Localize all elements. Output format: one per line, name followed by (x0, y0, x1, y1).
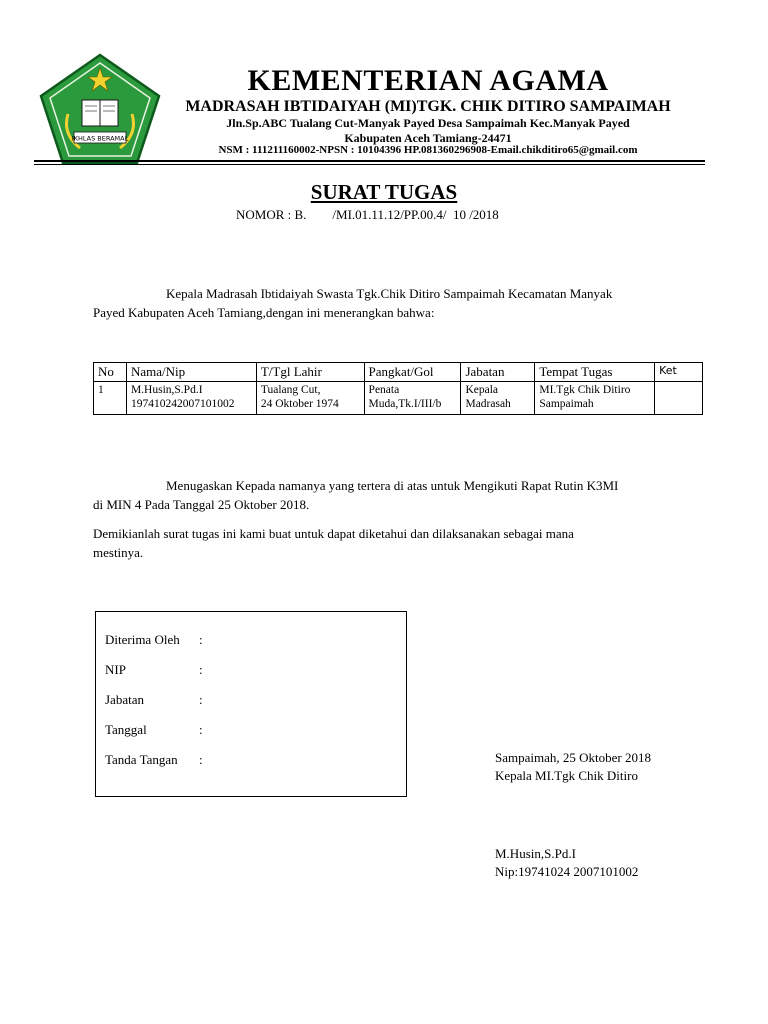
nip-row: NIP : (105, 662, 203, 677)
staff-table (93, 362, 703, 415)
closing-paragraph: Demikianlah surat tugas ini kami buat untuk dapat diketahui dan dilaksanakan sebagai mana mestinya. (93, 526, 574, 560)
cell-no: 1 (94, 382, 127, 415)
cell-note (655, 382, 703, 415)
header-note: Ket (655, 363, 703, 382)
table-header-row (94, 363, 703, 382)
ministry-title: KEMENTERIAN AGAMA (247, 64, 609, 97)
opening-paragraph: Kepala Madrasah Ibtidaiyah Swasta Tgk.Chik Ditiro Sampaimah Kecamatan Manyak Payed Kabupaten Aceh Tamiang,dengan ini menerangkan bahwa: (93, 286, 613, 320)
cell-position: Kepala Madrasah (461, 382, 535, 415)
header-no: No (94, 363, 127, 382)
signatory-block (495, 749, 651, 785)
school-address: Jln.Sp.ABC Tualang Cut-Manyak Payed Desa Sampaimah Kec.Manyak Payed Kabupaten Aceh Tamiang-24471 (226, 116, 630, 145)
signatory-role: Kepala MI.Tgk Chik Ditiro (495, 768, 638, 783)
header-name: Nama/Nip (126, 363, 256, 382)
signatory-nip: Nip:19741024 2007101002 (495, 864, 639, 879)
assignment-paragraph: Menugaskan Kepada namanya yang tertera di atas untuk Mengikuti Rapat Rutin K3MI di MIN 4 Pada Tanggal 25 Oktober 2018. (93, 478, 619, 512)
signatory-name: M.Husin,S.Pd.I (495, 846, 576, 861)
received-by-row: Diterima Oleh : (105, 632, 203, 647)
date-row: Tanggal : (105, 722, 203, 737)
school-contact: NSM : 111211160002-NPSN : 10104396 HP.081360296908-Email.chikditiro65@gmail.com (218, 144, 638, 156)
header-birth: T/Tgl Lahir (256, 363, 364, 382)
ministry-logo (38, 52, 162, 166)
position-row: Jabatan : (105, 692, 203, 707)
school-name: MADRASAH IBTIDAIYAH (MI)TGK. CHIK DITIRO SAMPAIMAH (185, 98, 671, 115)
letterhead-rule-thin (34, 164, 705, 165)
cell-birth: Tualang Cut, 24 Oktober 1974 (256, 382, 364, 415)
signatory-name-block (495, 845, 638, 881)
cell-rank: Penata Muda,Tk.I/III/b (364, 382, 461, 415)
svg-text:IKHLAS BERAMAL: IKHLAS BERAMAL (71, 134, 129, 143)
table-row (94, 382, 703, 415)
cell-workplace: MI.Tgk Chik Ditiro Sampaimah (535, 382, 655, 415)
letterhead-rule-thick (34, 160, 705, 162)
document-number: NOMOR : B. /MI.01.11.12/PP.00.4/ 10 /2018 (236, 207, 499, 222)
header-position: Jabatan (461, 363, 535, 382)
signatory-place-date: Sampaimah, 25 Oktober 2018 (495, 750, 651, 765)
document-title: SURAT TUGAS (310, 180, 458, 204)
receipt-box (95, 611, 407, 797)
header-rank: Pangkat/Gol (364, 363, 461, 382)
header-workplace: Tempat Tugas (535, 363, 655, 382)
cell-name: M.Husin,S.Pd.I 197410242007101002 (126, 382, 256, 415)
signature-row: Tanda Tangan : (105, 752, 203, 767)
